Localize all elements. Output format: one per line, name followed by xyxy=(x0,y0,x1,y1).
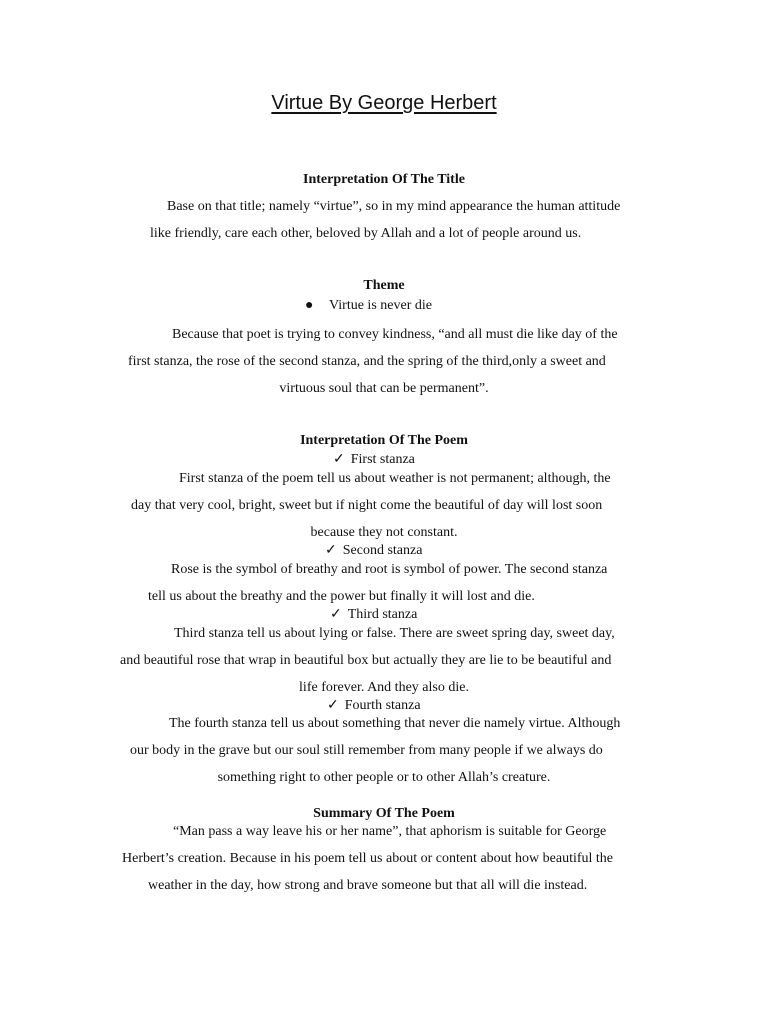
document-title: Virtue By George Herbert xyxy=(271,92,497,114)
bullet-text: Virtue is never die xyxy=(329,298,432,313)
paragraph-line: something right to other people or to other Allah’s creature. xyxy=(217,770,551,785)
paragraph-line: tell us about the breathy and the power but finally it will lost and die. xyxy=(148,589,535,604)
section-heading-theme: Theme xyxy=(363,278,405,293)
paragraph-line: like friendly, care each other, beloved by Allah and a lot of people around us. xyxy=(150,226,582,241)
checkmark-icon: ✓ xyxy=(327,698,339,713)
paragraph-line: our body in the grave but our soul still remember from many people if we always do xyxy=(130,743,603,758)
paragraph-line: and beautiful rose that wrap in beautiful box but actually they are lie to be beautiful and xyxy=(120,653,612,668)
stanza-label-fourth xyxy=(327,697,421,714)
paragraph-line: First stanza of the poem tell us about weather is not permanent; although, the xyxy=(179,471,611,486)
stanza-label-text: Third stanza xyxy=(347,607,418,622)
stanza-label-first xyxy=(333,451,415,468)
stanza-label-text: Second stanza xyxy=(342,543,423,558)
stanza-label-second xyxy=(325,542,422,559)
checkmark-icon: ✓ xyxy=(330,607,342,622)
section-heading-summary: Summary Of The Poem xyxy=(313,806,455,821)
stanza-label-text: Fourth stanza xyxy=(344,698,421,713)
stanza-label-text: First stanza xyxy=(350,452,415,467)
paragraph-line: life forever. And they also die. xyxy=(299,680,469,695)
paragraph-line: Herbert’s creation. Because in his poem tell us about or content about how beautiful the xyxy=(122,851,614,866)
paragraph-line: The fourth stanza tell us about something that never die namely virtue. Although xyxy=(169,716,621,731)
checkmark-icon: ✓ xyxy=(333,452,345,467)
paragraph-line: virtuous soul that can be permanent”. xyxy=(279,381,489,396)
paragraph-line: day that very cool, bright, sweet but if night come the beautiful of day will lost soon xyxy=(131,498,603,513)
paragraph-line: because they not constant. xyxy=(310,525,458,540)
bullet-dot-icon: ● xyxy=(305,298,314,313)
checkmark-icon: ✓ xyxy=(325,543,337,558)
paragraph-line: Because that poet is trying to convey kindness, “and all must die like day of the xyxy=(172,327,618,342)
section-heading-title-interpretation: Interpretation Of The Title xyxy=(303,172,465,187)
paragraph-line: weather in the day, how strong and brave someone but that all will die instead. xyxy=(148,878,588,893)
paragraph-line: Rose is the symbol of breathy and root is symbol of power. The second stanza xyxy=(171,562,608,577)
paragraph-line: Third stanza tell us about lying or false. There are sweet spring day, sweet day, xyxy=(174,626,615,641)
theme-bullet-item xyxy=(305,298,432,314)
stanza-label-third xyxy=(330,606,417,623)
section-heading-poem-interpretation: Interpretation Of The Poem xyxy=(300,433,468,448)
paragraph-line: Base on that title; namely “virtue”, so in my mind appearance the human attitude xyxy=(167,199,621,214)
paragraph-line: “Man pass a way leave his or her name”, that aphorism is suitable for George xyxy=(173,824,607,839)
paragraph-line: first stanza, the rose of the second stanza, and the spring of the third,only a sweet and xyxy=(128,354,606,369)
